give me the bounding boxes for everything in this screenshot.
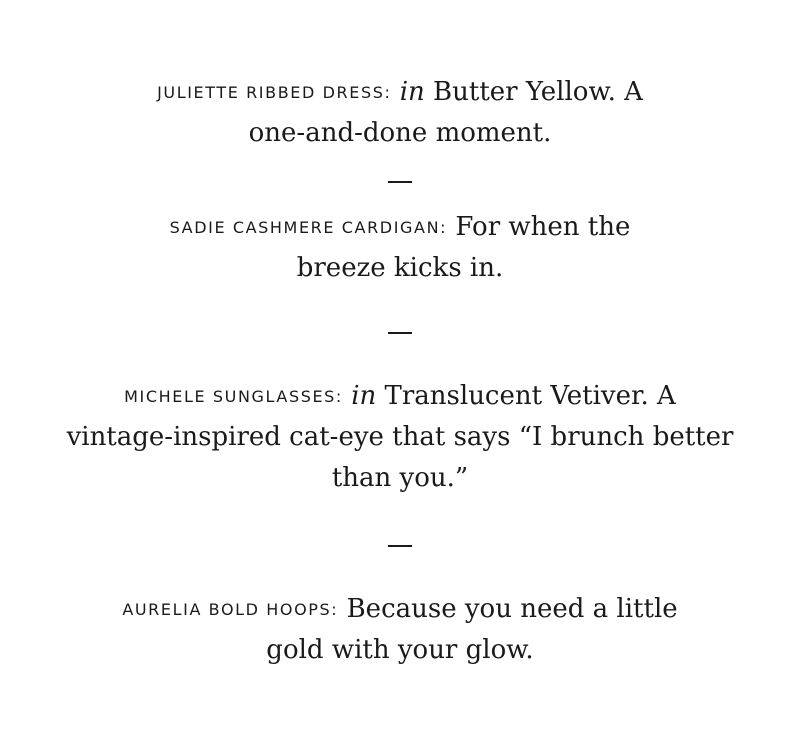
product-description-continued: one-and-done moment. [248, 118, 552, 148]
product-name-label: JULIETTE RIBBED DRESS: [157, 83, 392, 102]
entry-line [0, 376, 800, 417]
em-dash-divider [388, 332, 412, 334]
in-prefix: in [351, 381, 377, 411]
product-description-continued: vintage-inspired cat-eye that says “I brunch better [66, 422, 734, 452]
product-description-continued: than you.” [331, 463, 469, 493]
entry-line [0, 72, 800, 113]
entry-line [0, 589, 800, 630]
product-name-label: MICHELE SUNGLASSES: [124, 387, 343, 406]
product-description: Butter Yellow. A [433, 77, 643, 107]
entry-line [0, 207, 800, 248]
product-name-label: AURELIA BOLD HOOPS: [122, 600, 339, 619]
product-entry-aurelia-hoops [0, 589, 800, 671]
product-description-continued: breeze kicks in. [296, 253, 504, 283]
in-prefix: in [399, 77, 425, 107]
em-dash-divider [388, 545, 412, 547]
product-entry-juliette-dress [0, 72, 800, 154]
product-entry-michele-sunglasses [0, 376, 800, 499]
product-description: Translucent Vetiver. A [384, 381, 676, 411]
product-entry-sadie-cardigan [0, 207, 800, 289]
product-name-label: SADIE CASHMERE CARDIGAN: [169, 218, 448, 237]
product-description: For when the [455, 212, 631, 242]
em-dash-divider [388, 181, 412, 183]
product-description: Because you need a little [346, 594, 678, 624]
product-description-continued: gold with your glow. [266, 635, 534, 665]
